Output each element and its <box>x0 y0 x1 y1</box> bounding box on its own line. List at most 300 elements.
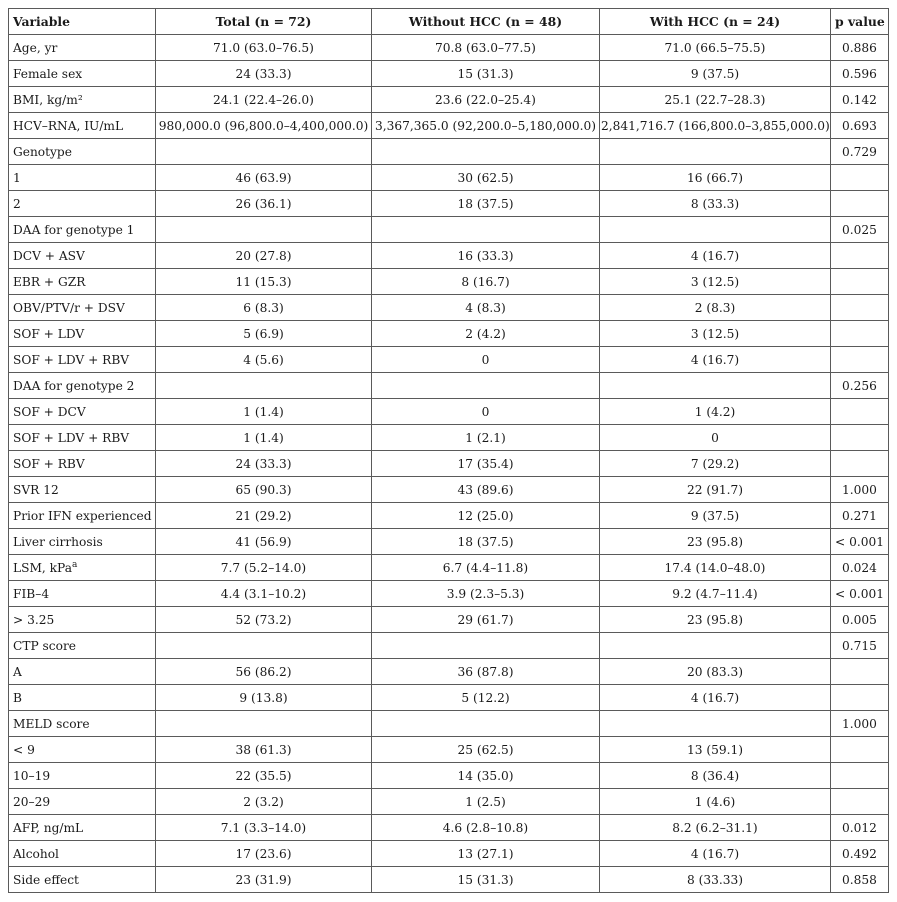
cell-with-hcc <box>600 35 831 61</box>
cell-without-hcc-text: 13 (27.1) <box>457 846 514 861</box>
cell-with-hcc <box>600 373 831 399</box>
cell-without-hcc <box>372 555 600 581</box>
cell-with-hcc-text: 4 (16.7) <box>690 690 740 705</box>
cell-with-hcc-text: 3 (12.5) <box>690 274 740 289</box>
cell-without-hcc-text: 18 (37.5) <box>457 534 514 549</box>
table-row <box>9 113 889 139</box>
cell-variable-text: LSM, kPa <box>13 560 72 575</box>
cell-total <box>156 61 372 87</box>
cell-total-text: 4.4 (3.1–10.2) <box>220 586 307 601</box>
cell-total <box>156 529 372 555</box>
cell-without-hcc-text: 3,367,365.0 (92,200.0–5,180,000.0) <box>374 118 597 133</box>
cell-p-value <box>831 373 889 399</box>
cell-without-hcc <box>372 451 600 477</box>
cell-variable <box>9 295 156 321</box>
cell-variable <box>9 373 156 399</box>
cell-total <box>156 165 372 191</box>
cell-variable-text: Prior IFN experienced <box>13 508 152 523</box>
cell-with-hcc-text: 25.1 (22.7–28.3) <box>664 92 766 107</box>
cell-without-hcc <box>372 217 600 243</box>
cell-p-value-text: 0.492 <box>842 846 877 861</box>
cell-variable-text: Liver cirrhosis <box>13 534 103 549</box>
cell-variable <box>9 87 156 113</box>
cell-p-value <box>831 347 889 373</box>
cell-variable-text: Age, yr <box>13 40 58 55</box>
cell-variable-text: > 3.25 <box>13 612 55 627</box>
cell-p-value <box>831 165 889 191</box>
table-row <box>9 217 889 243</box>
cell-with-hcc-text: 22 (91.7) <box>686 482 744 497</box>
header-with-hcc: With HCC (n = 24) <box>600 9 831 35</box>
cell-with-hcc-text: 4 (16.7) <box>690 248 740 263</box>
cell-total-text: 22 (35.5) <box>235 768 292 783</box>
cell-without-hcc <box>372 295 600 321</box>
table-row <box>9 165 889 191</box>
table-row <box>9 61 889 87</box>
cell-total-text: 6 (8.3) <box>243 300 284 315</box>
table-header-row <box>9 9 889 35</box>
cell-with-hcc <box>600 789 831 815</box>
cell-without-hcc-text: 25 (62.5) <box>457 742 514 757</box>
cell-without-hcc-text: 1 (2.1) <box>465 430 506 445</box>
cell-without-hcc-text: 17 (35.4) <box>457 456 514 471</box>
cell-total-text: 65 (90.3) <box>235 482 292 497</box>
table-row <box>9 737 889 763</box>
cell-with-hcc-text: 4 (16.7) <box>690 352 740 367</box>
cell-variable <box>9 685 156 711</box>
cell-p-value-text: 0.729 <box>842 144 877 159</box>
cell-p-value <box>831 815 889 841</box>
table-row <box>9 581 889 607</box>
cell-variable <box>9 165 156 191</box>
cell-without-hcc <box>372 165 600 191</box>
cell-total <box>156 217 372 243</box>
cell-p-value <box>831 321 889 347</box>
table-row <box>9 87 889 113</box>
cell-with-hcc <box>600 217 831 243</box>
cell-without-hcc-text: 16 (33.3) <box>457 248 514 263</box>
cell-variable <box>9 529 156 555</box>
cell-total <box>156 867 372 893</box>
cell-total-text: 38 (61.3) <box>235 742 292 757</box>
cell-with-hcc-text: 8 (33.33) <box>686 872 744 887</box>
cell-with-hcc <box>600 477 831 503</box>
cell-with-hcc <box>600 61 831 87</box>
cell-variable <box>9 659 156 685</box>
cell-with-hcc-text: 1 (4.6) <box>694 794 736 809</box>
cell-variable <box>9 243 156 269</box>
cell-total-text: 23 (31.9) <box>235 872 292 887</box>
cell-total-text: 56 (86.2) <box>235 664 292 679</box>
cell-without-hcc-text: 2 (4.2) <box>465 326 506 341</box>
cell-without-hcc-text: 8 (16.7) <box>461 274 510 289</box>
cell-without-hcc <box>372 789 600 815</box>
cell-without-hcc <box>372 373 600 399</box>
cell-without-hcc <box>372 139 600 165</box>
cell-total-text: 7.1 (3.3–14.0) <box>220 820 307 835</box>
cell-with-hcc <box>600 321 831 347</box>
cell-with-hcc-text: 9.2 (4.7–11.4) <box>672 586 758 601</box>
cell-with-hcc-text: 1 (4.2) <box>694 404 736 419</box>
cell-variable-text: BMI, kg/m² <box>13 92 83 107</box>
cell-without-hcc-text: 3.9 (2.3–5.3) <box>446 586 525 601</box>
cell-variable-text: SOF + LDV + RBV <box>13 430 130 445</box>
cell-variable <box>9 607 156 633</box>
cell-with-hcc <box>600 529 831 555</box>
cell-without-hcc-text: 43 (89.6) <box>457 482 514 497</box>
header-p-value: p value <box>831 9 889 35</box>
cell-total <box>156 373 372 399</box>
cell-p-value <box>831 191 889 217</box>
cell-p-value <box>831 425 889 451</box>
table-row <box>9 633 889 659</box>
cell-p-value <box>831 789 889 815</box>
cell-p-value <box>831 243 889 269</box>
cell-without-hcc <box>372 763 600 789</box>
cell-with-hcc <box>600 711 831 737</box>
cell-total-text: 21 (29.2) <box>235 508 292 523</box>
cell-total-text: 17 (23.6) <box>235 846 292 861</box>
cell-p-value-text: 1.000 <box>842 482 877 497</box>
table-row <box>9 529 889 555</box>
baseline-characteristics-table <box>8 8 889 893</box>
header-total: Total (n = 72) <box>156 9 372 35</box>
cell-variable-text: SOF + LDV <box>13 326 85 341</box>
cell-without-hcc-text: 70.8 (63.0–77.5) <box>435 40 536 55</box>
table-row <box>9 555 889 581</box>
cell-with-hcc-text: 8.2 (6.2–31.1) <box>672 820 758 835</box>
cell-without-hcc-text: 23.6 (22.0–25.4) <box>435 92 536 107</box>
cell-with-hcc-text: 9 (37.5) <box>690 508 740 523</box>
cell-total <box>156 35 372 61</box>
table-row <box>9 815 889 841</box>
cell-with-hcc <box>600 737 831 763</box>
cell-p-value <box>831 737 889 763</box>
cell-with-hcc-text: 20 (83.3) <box>686 664 744 679</box>
cell-variable-text: 10–19 <box>13 768 51 783</box>
cell-with-hcc <box>600 425 831 451</box>
cell-p-value <box>831 295 889 321</box>
cell-variable-text: MELD score <box>13 716 90 731</box>
cell-total-text: 980,000.0 (96,800.0–4,400,000.0) <box>158 118 369 133</box>
cell-variable-text: FIB–4 <box>13 586 50 601</box>
cell-total-text: 1 (1.4) <box>243 430 284 445</box>
table-row <box>9 841 889 867</box>
cell-with-hcc-text: 3 (12.5) <box>690 326 740 341</box>
cell-total <box>156 607 372 633</box>
cell-without-hcc <box>372 607 600 633</box>
cell-p-value <box>831 269 889 295</box>
cell-total-text: 4 (5.6) <box>243 352 284 367</box>
cell-without-hcc <box>372 659 600 685</box>
cell-with-hcc-text: 13 (59.1) <box>686 742 744 757</box>
cell-variable <box>9 711 156 737</box>
cell-with-hcc <box>600 607 831 633</box>
cell-without-hcc <box>372 347 600 373</box>
cell-variable-text: SVR 12 <box>13 482 59 497</box>
cell-p-value-text: 0.256 <box>842 378 877 393</box>
cell-p-value <box>831 399 889 425</box>
cell-total <box>156 685 372 711</box>
cell-total-text: 9 (13.8) <box>239 690 288 705</box>
cell-total-text: 7.7 (5.2–14.0) <box>220 560 307 575</box>
cell-without-hcc <box>372 35 600 61</box>
cell-with-hcc <box>600 841 831 867</box>
cell-without-hcc-text: 15 (31.3) <box>457 66 514 81</box>
cell-with-hcc-text: 16 (66.7) <box>686 170 744 185</box>
cell-without-hcc <box>372 867 600 893</box>
cell-variable <box>9 347 156 373</box>
cell-without-hcc <box>372 503 600 529</box>
cell-without-hcc <box>372 477 600 503</box>
cell-with-hcc <box>600 555 831 581</box>
cell-variable <box>9 763 156 789</box>
cell-variable-text: Side effect <box>13 872 79 887</box>
cell-without-hcc-text: 18 (37.5) <box>457 196 514 211</box>
cell-with-hcc <box>600 269 831 295</box>
cell-with-hcc-text: 71.0 (66.5–75.5) <box>664 40 766 55</box>
cell-variable-text: OBV/PTV/r + DSV <box>13 300 125 315</box>
cell-variable-text: 2 <box>13 196 21 211</box>
cell-total-text: 5 (6.9) <box>243 326 284 341</box>
table-row <box>9 477 889 503</box>
cell-p-value <box>831 581 889 607</box>
cell-with-hcc-text: 2,841,716.7 (166,800.0–3,855,000.0) <box>601 118 830 133</box>
cell-p-value <box>831 477 889 503</box>
header-variable: Variable <box>9 9 156 35</box>
cell-total <box>156 659 372 685</box>
header-without-hcc: Without HCC (n = 48) <box>372 9 600 35</box>
table-row <box>9 373 889 399</box>
cell-without-hcc <box>372 269 600 295</box>
cell-p-value <box>831 139 889 165</box>
cell-without-hcc-text: 4 (8.3) <box>465 300 506 315</box>
cell-without-hcc-text: 6.7 (4.4–11.8) <box>442 560 529 575</box>
cell-variable <box>9 451 156 477</box>
table-row <box>9 711 889 737</box>
cell-without-hcc-text: 36 (87.8) <box>457 664 514 679</box>
cell-p-value <box>831 451 889 477</box>
cell-total-text: 1 (1.4) <box>243 404 284 419</box>
cell-total <box>156 321 372 347</box>
cell-p-value-text: 0.858 <box>842 872 877 887</box>
cell-p-value-text: 0.012 <box>842 820 877 835</box>
cell-total <box>156 815 372 841</box>
cell-without-hcc <box>372 529 600 555</box>
cell-without-hcc <box>372 841 600 867</box>
cell-p-value-text: < 0.001 <box>835 586 884 601</box>
cell-variable <box>9 581 156 607</box>
cell-total <box>156 477 372 503</box>
cell-without-hcc <box>372 425 600 451</box>
cell-without-hcc <box>372 711 600 737</box>
cell-total <box>156 841 372 867</box>
cell-with-hcc <box>600 243 831 269</box>
cell-variable-text: CTP score <box>13 638 76 653</box>
cell-variable <box>9 35 156 61</box>
cell-with-hcc-text: 7 (29.2) <box>690 456 740 471</box>
cell-total <box>156 503 372 529</box>
cell-with-hcc-text: 9 (37.5) <box>690 66 740 81</box>
cell-total <box>156 763 372 789</box>
cell-p-value <box>831 607 889 633</box>
cell-total <box>156 113 372 139</box>
table-row <box>9 347 889 373</box>
table-row <box>9 321 889 347</box>
cell-p-value <box>831 113 889 139</box>
cell-p-value-text: 0.715 <box>842 638 877 653</box>
table-row <box>9 425 889 451</box>
cell-p-value <box>831 659 889 685</box>
cell-p-value <box>831 217 889 243</box>
cell-variable-text: HCV–RNA, IU/mL <box>13 118 124 133</box>
cell-total-text: 24.1 (22.4–26.0) <box>213 92 314 107</box>
cell-with-hcc <box>600 87 831 113</box>
cell-variable <box>9 633 156 659</box>
cell-total <box>156 87 372 113</box>
cell-with-hcc-text: 23 (95.8) <box>686 612 744 627</box>
cell-total-text: 11 (15.3) <box>235 274 292 289</box>
table-row <box>9 789 889 815</box>
cell-variable <box>9 139 156 165</box>
table-row <box>9 659 889 685</box>
cell-without-hcc <box>372 633 600 659</box>
cell-total-text: 20 (27.8) <box>235 248 292 263</box>
cell-p-value-text: 0.596 <box>842 66 877 81</box>
cell-with-hcc <box>600 659 831 685</box>
cell-total <box>156 451 372 477</box>
cell-total <box>156 633 372 659</box>
cell-variable <box>9 321 156 347</box>
cell-variable-text: DCV + ASV <box>13 248 85 263</box>
cell-variable-text: AFP, ng/mL <box>13 820 84 835</box>
cell-p-value <box>831 555 889 581</box>
cell-total-text: 24 (33.3) <box>235 66 292 81</box>
cell-with-hcc <box>600 763 831 789</box>
cell-p-value <box>831 35 889 61</box>
cell-total <box>156 737 372 763</box>
table-row <box>9 503 889 529</box>
cell-p-value <box>831 867 889 893</box>
cell-total <box>156 191 372 217</box>
cell-variable-text: 1 <box>13 170 21 185</box>
cell-without-hcc <box>372 685 600 711</box>
cell-total-text: 46 (63.9) <box>235 170 292 185</box>
cell-p-value-text: 0.693 <box>842 118 877 133</box>
table-row <box>9 451 889 477</box>
cell-with-hcc <box>600 867 831 893</box>
cell-p-value-text: 0.025 <box>842 222 877 237</box>
cell-total-text: 2 (3.2) <box>243 794 284 809</box>
cell-with-hcc <box>600 399 831 425</box>
cell-with-hcc-text: 8 (33.3) <box>690 196 740 211</box>
cell-variable <box>9 191 156 217</box>
footnote-mark: a <box>71 559 78 570</box>
cell-without-hcc <box>372 581 600 607</box>
cell-variable-text: A <box>13 664 22 679</box>
cell-with-hcc <box>600 347 831 373</box>
cell-variable <box>9 425 156 451</box>
cell-with-hcc <box>600 139 831 165</box>
cell-with-hcc <box>600 581 831 607</box>
cell-total <box>156 555 372 581</box>
cell-p-value <box>831 841 889 867</box>
cell-p-value-text: < 0.001 <box>835 534 884 549</box>
cell-variable <box>9 737 156 763</box>
cell-without-hcc-text: 29 (61.7) <box>457 612 514 627</box>
cell-without-hcc-text: 1 (2.5) <box>465 794 506 809</box>
cell-with-hcc <box>600 165 831 191</box>
cell-variable <box>9 503 156 529</box>
cell-p-value <box>831 87 889 113</box>
cell-without-hcc-text: 30 (62.5) <box>457 170 514 185</box>
cell-p-value-text: 0.271 <box>842 508 877 523</box>
cell-variable <box>9 789 156 815</box>
cell-with-hcc-text: 17.4 (14.0–48.0) <box>664 560 766 575</box>
cell-p-value <box>831 61 889 87</box>
cell-with-hcc-text: 0 <box>711 430 719 445</box>
cell-p-value-text: 1.000 <box>842 716 877 731</box>
cell-with-hcc <box>600 685 831 711</box>
table-row <box>9 269 889 295</box>
cell-variable-text: SOF + DCV <box>13 404 86 419</box>
cell-without-hcc-text: 5 (12.2) <box>461 690 510 705</box>
cell-p-value-text: 0.024 <box>842 560 877 575</box>
cell-p-value <box>831 763 889 789</box>
cell-variable-text: Alcohol <box>13 846 59 861</box>
cell-p-value <box>831 711 889 737</box>
cell-variable <box>9 815 156 841</box>
cell-total <box>156 789 372 815</box>
cell-variable-text: Female sex <box>13 66 83 81</box>
cell-without-hcc <box>372 321 600 347</box>
cell-without-hcc <box>372 61 600 87</box>
table-row <box>9 243 889 269</box>
cell-variable <box>9 61 156 87</box>
cell-variable-text: SOF + LDV + RBV <box>13 352 130 367</box>
table-row <box>9 35 889 61</box>
cell-total-text: 24 (33.3) <box>235 456 292 471</box>
cell-without-hcc <box>372 243 600 269</box>
cell-total-text: 41 (56.9) <box>235 534 292 549</box>
cell-total <box>156 139 372 165</box>
cell-with-hcc <box>600 113 831 139</box>
cell-without-hcc-text: 0 <box>481 352 490 367</box>
cell-with-hcc <box>600 503 831 529</box>
cell-without-hcc-text: 14 (35.0) <box>457 768 514 783</box>
cell-variable-text: EBR + GZR <box>13 274 86 289</box>
cell-p-value-text: 0.005 <box>842 612 877 627</box>
cell-without-hcc <box>372 399 600 425</box>
cell-with-hcc <box>600 815 831 841</box>
cell-with-hcc <box>600 451 831 477</box>
cell-without-hcc-text: 15 (31.3) <box>457 872 514 887</box>
cell-variable-text: DAA for genotype 1 <box>13 222 135 237</box>
cell-variable <box>9 477 156 503</box>
table-row <box>9 607 889 633</box>
cell-total-text: 71.0 (63.0–76.5) <box>213 40 314 55</box>
table-row <box>9 763 889 789</box>
cell-variable <box>9 867 156 893</box>
cell-with-hcc-text: 2 (8.3) <box>694 300 736 315</box>
cell-variable <box>9 841 156 867</box>
table-row <box>9 295 889 321</box>
cell-without-hcc <box>372 737 600 763</box>
cell-p-value-text: 0.142 <box>842 92 877 107</box>
cell-p-value <box>831 503 889 529</box>
cell-variable <box>9 113 156 139</box>
cell-total <box>156 269 372 295</box>
